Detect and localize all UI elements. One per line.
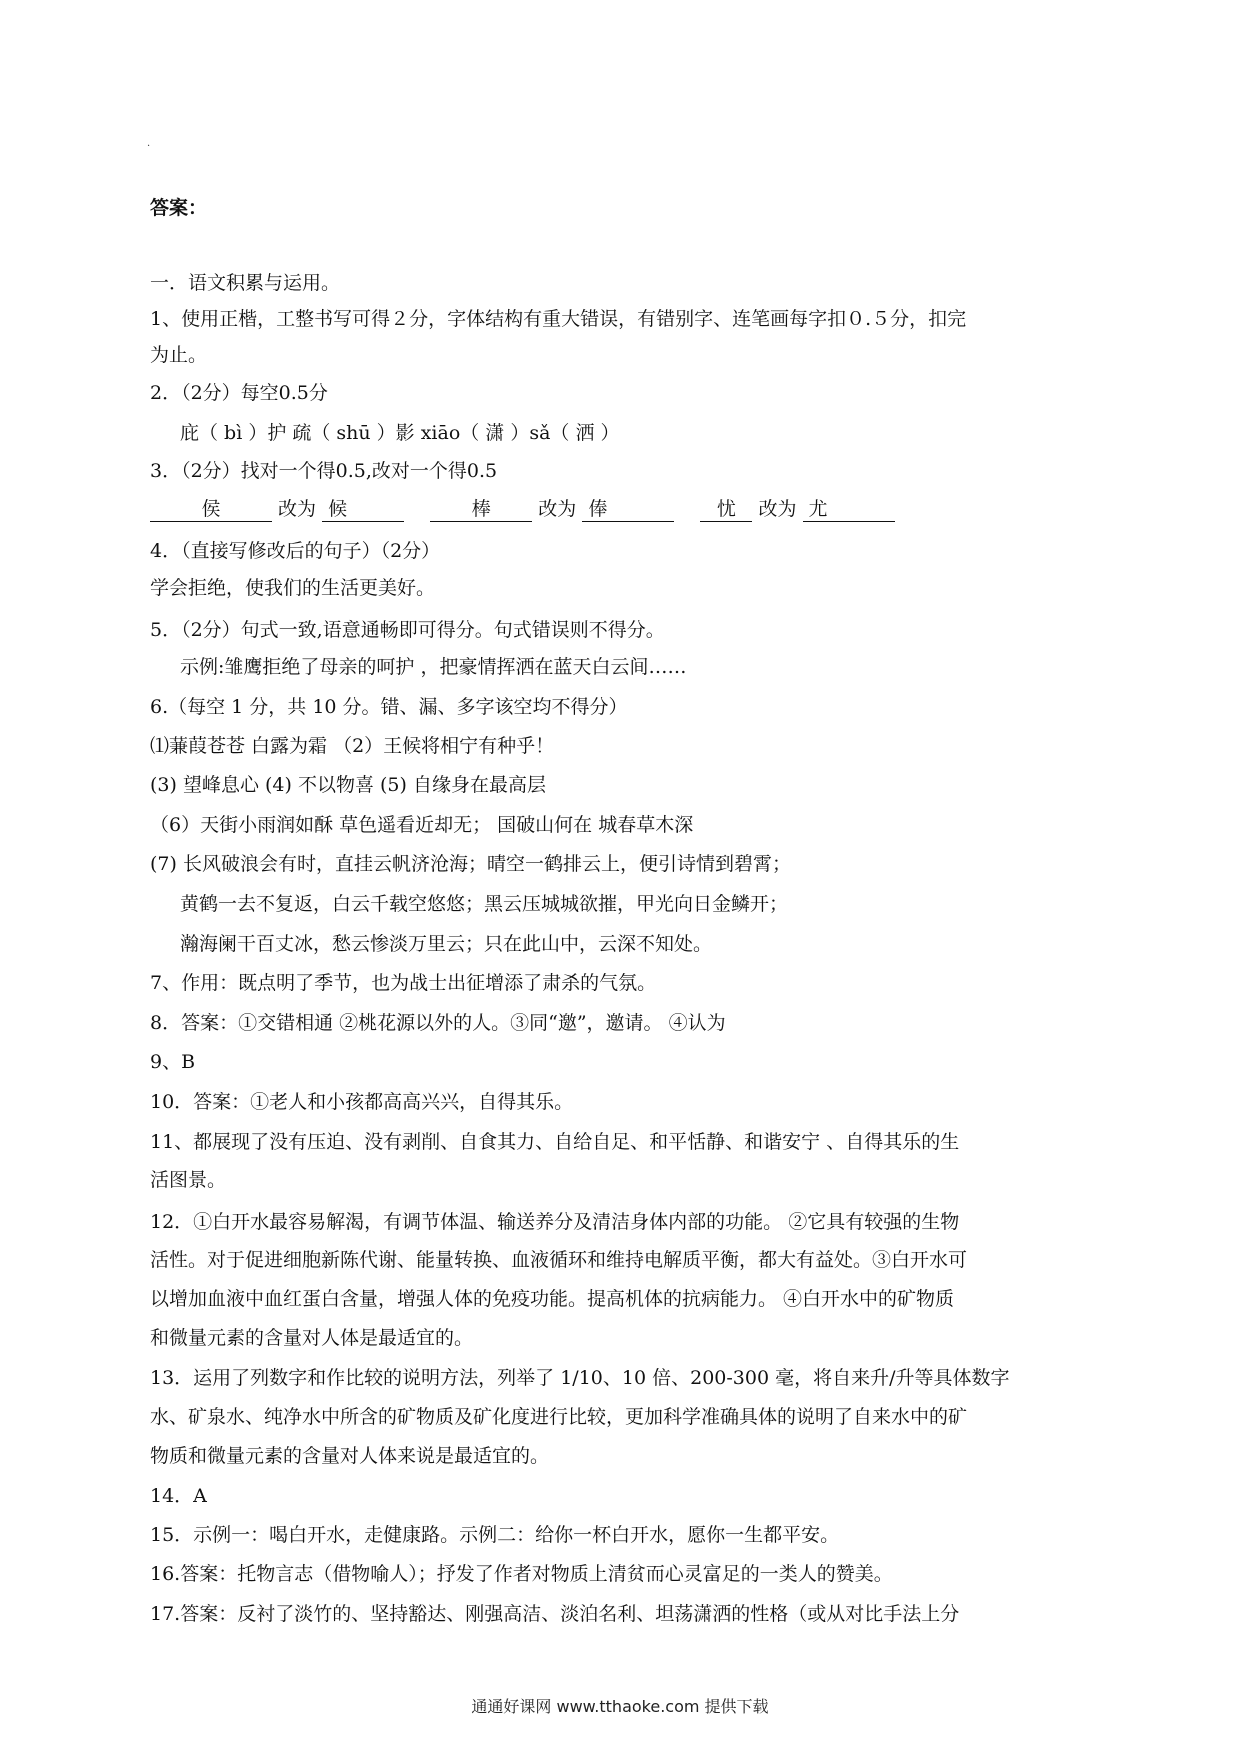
q14-answer: 14．A xyxy=(150,1485,207,1507)
q12-line3: 以增加血液中血红蛋白含量，增强人体的免疫功能。提高机体的抗病能力。 ④白开水中的矿物质 xyxy=(150,1288,955,1310)
download-footer: 通通好课网 www.tthaoke.com 提供下载 xyxy=(471,1697,769,1716)
q3-label-2: 改为 xyxy=(538,498,577,520)
q3-header: 3．（2分）找对一个得0.5,改对一个得0.5 xyxy=(150,460,498,482)
q1-line2: 为止。 xyxy=(150,344,208,366)
q17-answer: 17.答案：反衬了淡竹的、坚持豁达、刚强高洁、淡泊名利、坦荡潇洒的性格（或从对比手法上分 xyxy=(150,1603,960,1625)
q6-line6: 瀚海阑干百丈冰，愁云惨淡万里云；只在此山中，云深不知处。 xyxy=(180,933,713,955)
q3-right-3: 尤 xyxy=(803,497,895,522)
q1-line1: 1、使用正楷，工整书写可得２分，字体结构有重大错误，有错别字、连笔画每字扣０.５分，扣完 xyxy=(150,308,967,330)
q6-line3: （6）天街小雨润如酥 草色遥看近却无； 国破山何在 城春草木深 xyxy=(150,814,694,836)
scan-dot: · xyxy=(147,141,151,152)
q3-right-1: 候 xyxy=(322,497,404,522)
q3-wrong-1: 侯 xyxy=(150,497,272,522)
q11-line2: 活图景。 xyxy=(150,1169,227,1191)
q6-line1: ⑴蒹葭苍苍 白露为霜 （2）王候将相宁有种乎！ xyxy=(150,735,555,757)
q5-example: 示例:雏鹰拒绝了母亲的呵护 ，把豪情挥洒在蓝天白云间…… xyxy=(180,656,687,678)
q2-answers: 庇（ bì ）护 疏（ shū ）影 xiāo（ 潇 ）sǎ（ 洒 ） xyxy=(180,422,620,444)
q2-header: 2．（2分）每空0.5分 xyxy=(150,382,328,404)
q12-line2: 活性。对于促进细胞新陈代谢、能量转换、血液循环和维持电解质平衡，都大有益处。③白开水可 xyxy=(150,1249,968,1271)
q11-line1: 11、都展现了没有压迫、没有剥削、自食其力、自给自足、和平恬静、和谐安宁 、自得其乐的生 xyxy=(150,1131,960,1153)
q10-answer: 10．答案：①老人和小孩都高高兴兴，自得其乐。 xyxy=(150,1091,574,1113)
answer-title: 答案： xyxy=(150,197,208,219)
q16-answer: 16.答案：托物言志（借物喻人）；抒发了作者对物质上清贫而心灵富足的一类人的赞美。 xyxy=(150,1563,893,1585)
q13-line1: 13．运用了列数字和作比较的说明方法，列举了 1/10、10 倍、200-300 毫，将自来升/升等具体数字 xyxy=(150,1367,1010,1389)
q6-line2: (3) 望峰息心 (4) 不以物喜 (5) 自缘身在最高层 xyxy=(150,774,546,796)
q3-answers xyxy=(150,497,895,522)
section-heading: 一．语文积累与运用。 xyxy=(150,272,341,294)
q13-line2: 水、矿泉水、纯净水中所含的矿物质及矿化度进行比较，更加科学准确具体的说明了自来水中的矿 xyxy=(150,1406,968,1428)
q4-header: 4．（直接写修改后的句子）（2分） xyxy=(150,540,441,562)
q12-line1: 12．①白开水最容易解渴，有调节体温、输送养分及清洁身体内部的功能。 ②它具有较强的生物 xyxy=(150,1211,960,1233)
q3-label-1: 改为 xyxy=(278,498,317,520)
q3-wrong-3: 忧 xyxy=(700,497,752,522)
q4-answer: 学会拒绝，使我们的生活更美好。 xyxy=(150,577,436,599)
q15-answer: 15．示例一：喝白开水，走健康路。示例二：给你一杯白开水，愿你一生都平安。 xyxy=(150,1524,840,1546)
q13-line3: 物质和微量元素的含量对人体来说是最适宜的。 xyxy=(150,1445,550,1467)
q6-line4: (7) 长风破浪会有时，直挂云帆济沧海；晴空一鹤排云上，便引诗情到碧霄； xyxy=(150,853,791,875)
q3-wrong-2: 棒 xyxy=(430,497,532,522)
q6-line5: 黄鹤一去不复返，白云千载空悠悠；黑云压城城欲摧，甲光向日金鳞开； xyxy=(180,893,789,915)
q6-header: 6.（每空 1 分，共 10 分。错、漏、多字该空均不得分） xyxy=(150,696,628,718)
q3-label-3: 改为 xyxy=(758,498,797,520)
q5-header: 5．（2分）句式一致,语意通畅即可得分。句式错误则不得分。 xyxy=(150,619,665,641)
q12-line4: 和微量元素的含量对人体是最适宜的。 xyxy=(150,1327,474,1349)
q9-answer: 9、B xyxy=(150,1051,196,1073)
q7-answer: 7、作用：既点明了季节，也为战士出征增添了肃杀的气氛。 xyxy=(150,972,657,994)
q8-answer: 8．答案：①交错相通 ②桃花源以外的人。③同“邀”，邀请。 ④认为 xyxy=(150,1012,726,1034)
q3-right-2: 俸 xyxy=(582,497,674,522)
